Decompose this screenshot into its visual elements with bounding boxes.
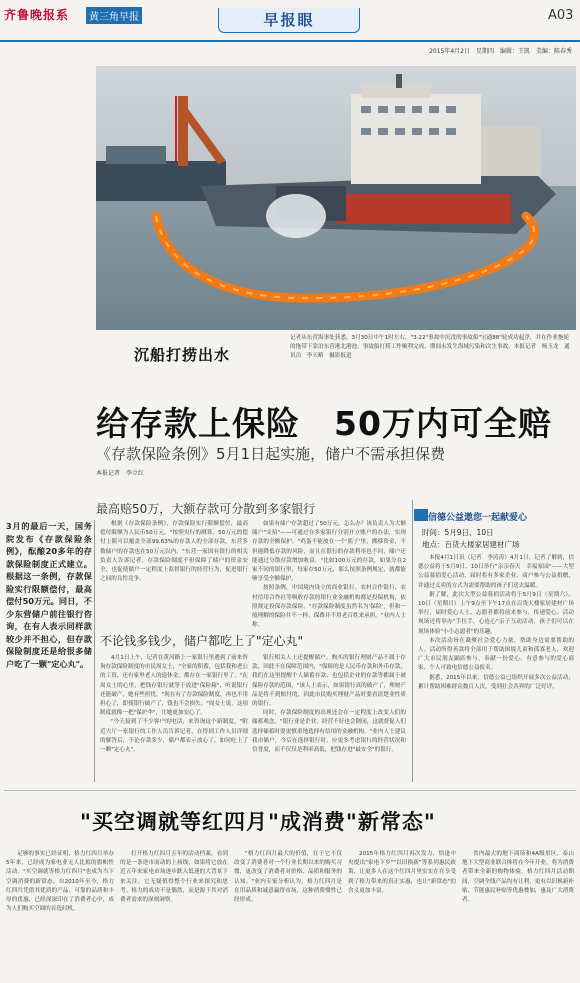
article-column-3 — [100, 654, 248, 782]
paragraph: 同时，存款保险制度的出现还会在一定程度上改变人们的储蓄观念。"银行业是企业，经营不好也会倒闭，这就督促人们选择储蓄时要更慎重地选择有信用的金融机构。"业内人士建议我市储户，今后在选择银行时，应更多考虑银行的经营状况和信誉度，而不仅仅是利率高低，把钱存进"最安全"的银行。 — [252, 710, 406, 754]
paragraph: 4月1日上午，记者在黄河路上一家银行里遇到了前来咨询存款保险制度的市民周女士，"全家的积蓄，包括我和老公的工资，还有家里老人的退休金，都存在一家银行里了，"在周女士的心里，把钱存银行就等于放进"保险箱"，听说银行还能破产，她有些担忧。"现在有了存款保险制度，再也不用担心了，即使银行破产了，钱也不会损失。"周女士说，这项制度就像一把"保护伞"，让她更加安心了。 — [100, 655, 248, 717]
newspaper-logo — [4, 6, 69, 23]
paragraph: 本报4月1日讯（记者 李涛涛）4月1日，记者了解到，信德公益将于5月9日、10日举行"亲亲春天 幸福家园"——大型公益募捐爱心活动，届时将有多家企业、商户参与公益捐赠，并通过义卖的方式为需要帮助的孩子们送去温暖。 — [418, 555, 574, 589]
bottom-column-2 — [120, 850, 228, 978]
article-column-2 — [252, 520, 406, 630]
sidebar-location: 地点：百货大楼家居建材广场 — [422, 540, 520, 549]
section-heading-2: 不论钱多钱少，储户都吃上了"定心丸" — [100, 634, 304, 648]
paragraph: "格力红四月最大的价值，在于它不仅改变了消费者对一个行业长期以来的购买习惯，更改变了消费者对价格、品质和服务的认知。"业内专家分析认为，格力红四月是在用品质和诚意赢得市场，这种消费惯性已经形成。 — [234, 851, 342, 904]
bottom-column-4 — [348, 850, 456, 978]
sidebar-bullet-icon — [414, 509, 428, 521]
masthead — [0, 0, 580, 30]
bottom-column-5 — [462, 850, 574, 978]
article-headline: 给存款上保险 50万内可全赔 — [96, 404, 552, 443]
section-title: 早报眼 — [218, 8, 360, 33]
logo-text: 齐鲁晚报 — [4, 8, 57, 22]
paragraph: 本次活动旨在凝聚社会爱心力量，帮助身边需要帮助的人。活动所得善款将全部用于帮助困境儿童和孤寡老人，欢迎广大市民朋友踊跃参与，奉献一份爱心。有意参与的爱心商家、个人可致电信德公益报名。 — [418, 637, 574, 672]
sidebar-divider — [412, 500, 413, 782]
bottom-column-1 — [6, 850, 114, 978]
sidebar-title: 信德公益遨您一起献爱心 — [428, 513, 528, 523]
page-number: A03 — [548, 8, 574, 23]
article-column-1 — [100, 520, 248, 584]
sidebar-time: 时间：5月9日、10日 — [422, 528, 494, 537]
subbrand-badge: 黄三角早报 — [86, 7, 142, 24]
article-byline: 本报记者 李立红 — [96, 470, 145, 477]
bottom-divider — [4, 790, 576, 791]
paragraph: 按照条例，中国境内设立的商业银行、农村合作银行、农村信用合作社等吸收存款的银行业金融机构都是投保机构，依照规定投保存款保险。"存款保险制度虽然名为'保险'，但和一般理解的保险并不一样，保费并不用老百姓来承担。"业内人士称。 — [252, 585, 406, 629]
dateline: 2015年4月2日 星期四 编辑：王凯 美编：陈春秀 — [429, 48, 572, 55]
bottom-headline: "买空调就等红四月"成消费"新常态" — [80, 810, 436, 834]
paragraph: 足够的事实已经证明，格力红四月举办5年来，已经成为家电业无人比拟的旗帜性活动。"买空调就等格力红四月"也成为当下空调消费的新常态。自2010年至今，格力红四月凭借其优质的产品、可靠的品质和丰厚的优惠，已经深深印在了消费者心中，成为人们购买空调的首选时机。 — [6, 851, 114, 913]
bottom-column-3 — [234, 850, 342, 978]
ship-photo — [96, 66, 576, 330]
paragraph: 根据《存款保险条例》，存款保险实行限额偿付，最高偿付限额为人民币50万元。"按照央行的测算，50万元的偿付上限可以覆盖全部99.63%的存款人的全部存款，东营多数储户的存款也在50万元以内。"东营一家国有银行的相关负责人告诉记者，存款保险制度不但保障了储户的资金安全，也促使储户一定程度上监督银行的经营行为，促进银行之间的良性竞争。 — [100, 521, 248, 583]
paragraph: 银行相关人士还提醒储户，购买的银行理财产品不属于存款，因此不在保障范围内，"保障的是人民币存款和外币存款，我们在这里提醒个人储蓄存款、也包括企业的存款等都属于被保险存款的范围，"该人士表示，如果银行真的破产了，理财产品是将不到赔付的，因此市民购买理财产品时要看清楚业性质的银行。 — [252, 655, 406, 708]
photo-caption: 记者从东营海事处获悉，3月30日中午1时左右，"3·22"事故中沉没的事故船"宝通88"轮成功起浮，并在作业拖轮的拖带下靠泊东营港北港池。事故船打捞工作顺利完成，期间未发生海域污染和次生事故。本报记者 杨玉龙 通讯员 李天略 摄影报道 — [290, 335, 570, 359]
paragraph: "今天接到了不少客户的电话，来咨询这个新制度。"附近大厅一家银行的工作人员告诉记者，在得到工作人员详细的解答后，不论存款多少，储户都表示放心了。如同吃上了一颗"定心丸"。 — [100, 719, 248, 754]
article-subhead: 《存款保险条例》5月1日起实施，储户不需承担保费 — [96, 445, 446, 463]
photo-caption-title: 沉船打捞出水 — [134, 346, 231, 364]
header-rule — [0, 40, 580, 42]
salvaged-ship-image — [96, 66, 576, 330]
section-heading-1: 最高赔50万，大额存款可分散到多家银行 — [96, 502, 316, 516]
paragraph: 打开格力红四月五年的活动档案，看到的是一条逆市而动的上扬线，如果将它放在近五年来家电市场逐步跌入低迷的大背景下来关注，它无疑值得整个行业来探究和思考。格力的成功不是偶然，而是源于其对消费者需求的深刻洞察。 — [120, 851, 228, 904]
paragraph: 如果有储户存款超过了50万元，怎么办？该负责人为大额储户"支招"——可通过在多家银行分别开立账户的办法，实现存款的全额保护。"鸡蛋不能放在一个'篮子'里，搬移资金，不但能降低存款的风险，而且在银行的存款利率也不同，储户还能通过分散存款增加收益。"比如100万元的存款，如果分在2家不同的银行里，每家存50万元，那么按照条例规定，就都能够享受全额保护。 — [252, 521, 406, 583]
paragraph: 省内最大的地下商场和4A级景区，泰山地下大型商业联合体将在今年开业，将为消费者带来全新的购物体验。格力红四月活动期间，空调全线产品均有让利，更有以旧换新补贴、节能惠民补贴等优惠叠加，惠及广大消费者。 — [462, 851, 574, 904]
paragraph: 2015年格力红四月再次发力，恰逢中央提出"家电下乡""以旧换新"等系列惠民政策，让更多人在这个红四月里实实在在享受到了格力带来的真正实惠，也让"新常态"的含义更加丰富。 — [348, 851, 456, 894]
logo-suffix: 系 — [56, 8, 70, 22]
sidebar-body — [418, 554, 574, 782]
article-column-4 — [252, 654, 406, 782]
paragraph: 据了解，此次大型公益募捐活动将于5月9日（星期六）、10日（星期日）上午9点至下午17点在百货大楼家居建材广场举行，届时爱心人士、志愿者都将前来参与，传递爱心。活动现场还将举办"手拉手、心连心"亲子互动活动，孩子们可以在现场体验"小小志愿者"的乐趣。 — [418, 591, 574, 635]
article-lead: 3月的最后一天，国务院发布《存款保险条例》，酝酿20多年的存款保险制度正式建立。根据这一条例，存款保险实行限额偿付，最高偿付50万元。同日，不少东营储户前往银行咨询，在有人表示同样款较少并不担心，但存款保险制度还是给很多储户吃了一颗"定心丸"。 — [6, 521, 92, 669]
paragraph: 据悉，2015年以来，信德公益已组织开展多次公益活动，累计帮助困难群众数百人次，受到社会各界的广泛好评。 — [418, 674, 574, 690]
column-divider — [94, 520, 95, 782]
